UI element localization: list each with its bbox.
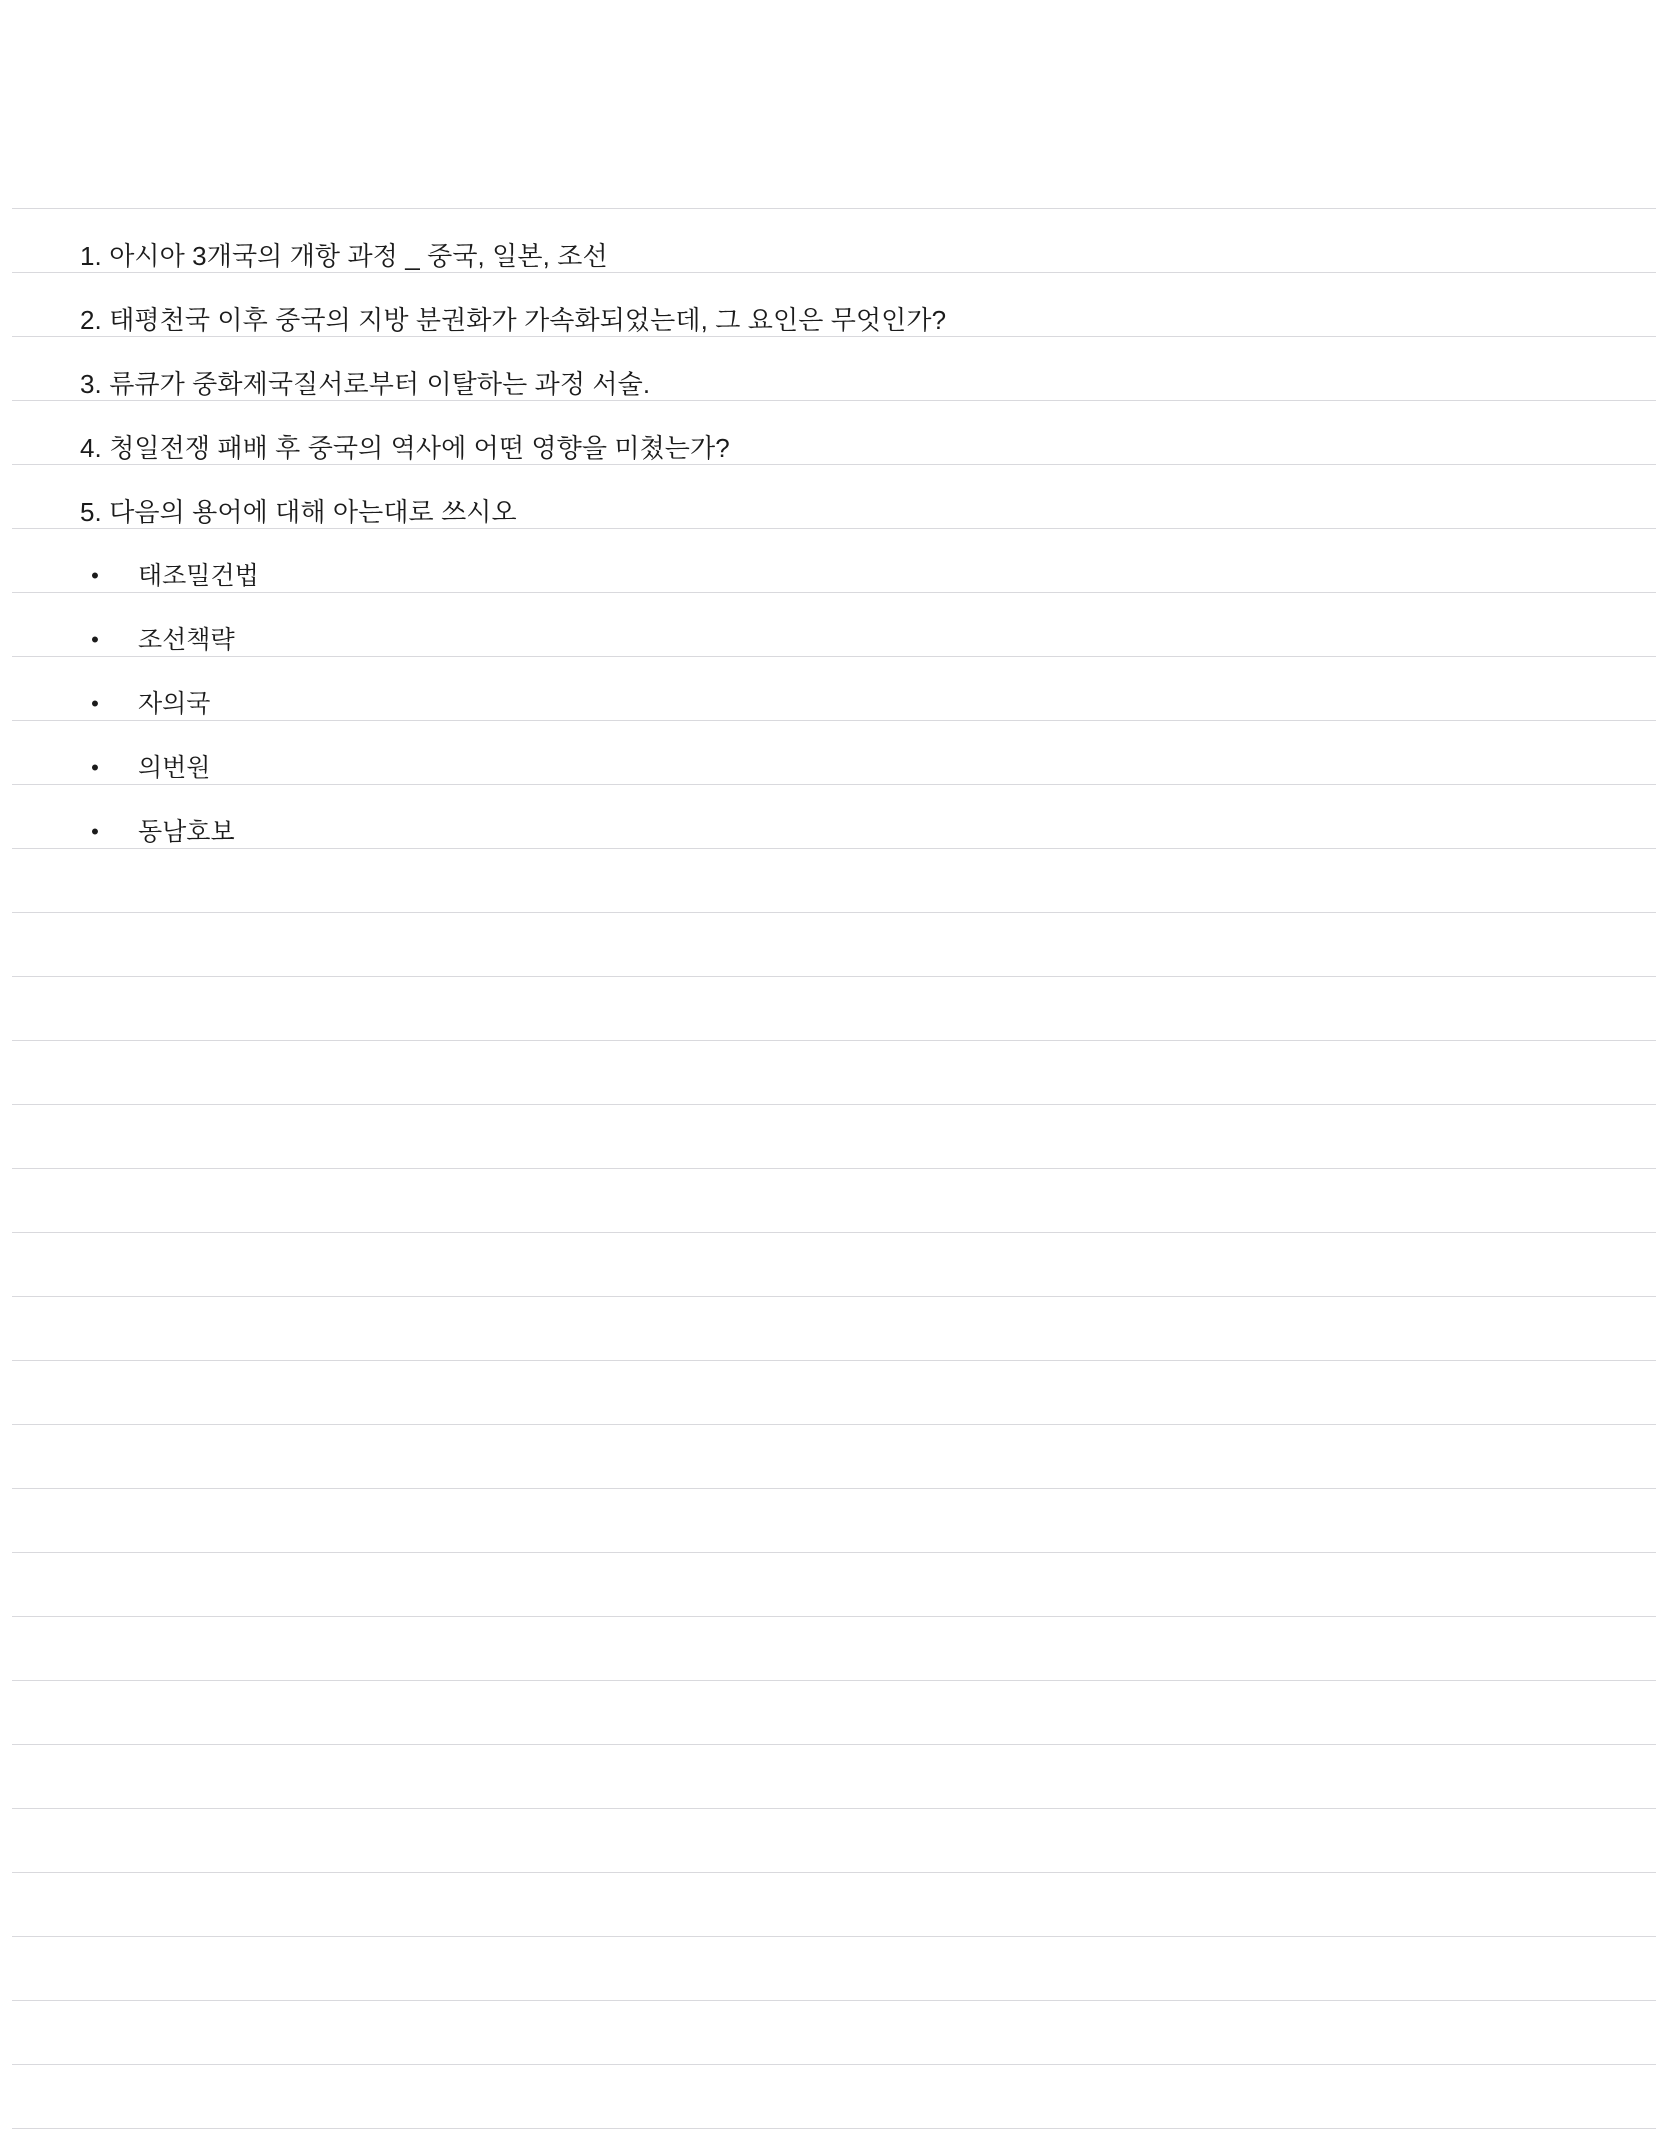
list-item	[80, 752, 1608, 784]
list-item-label: 태조밀건법	[138, 562, 259, 590]
list-item	[80, 624, 1608, 656]
list-item	[80, 688, 1608, 720]
list-item-label: 조선책략	[138, 626, 235, 654]
question-item-5: 5. 다음의 용어에 대해 아는대로 쓰시오	[80, 497, 517, 527]
bullet-marker-icon: •	[91, 819, 99, 844]
question-item-1: 1. 아시아 3개국의 개항 과정 _ 중국, 일본, 조선	[80, 241, 608, 271]
list-item-label: 의번원	[138, 754, 211, 782]
question-item-3: 3. 류큐가 중화제국질서로부터 이탈하는 과정 서술.	[80, 369, 651, 399]
list-item	[80, 560, 1608, 592]
question-item-2: 2. 태평천국 이후 중국의 지방 분권화가 가속화되었는데, 그 요인은 무엇인가?	[80, 305, 947, 335]
list-item-label: 동남호보	[138, 818, 235, 846]
bullet-marker-icon: •	[91, 755, 99, 780]
bullet-marker-icon: •	[91, 563, 99, 588]
bullet-marker-icon: •	[91, 691, 99, 716]
question-item-4: 4. 청일전쟁 패배 후 중국의 역사에 어떤 영향을 미쳤는가?	[80, 433, 730, 463]
bullet-marker-icon: •	[91, 627, 99, 652]
list-item-label: 자의국	[138, 690, 211, 718]
list-item	[80, 816, 1608, 848]
